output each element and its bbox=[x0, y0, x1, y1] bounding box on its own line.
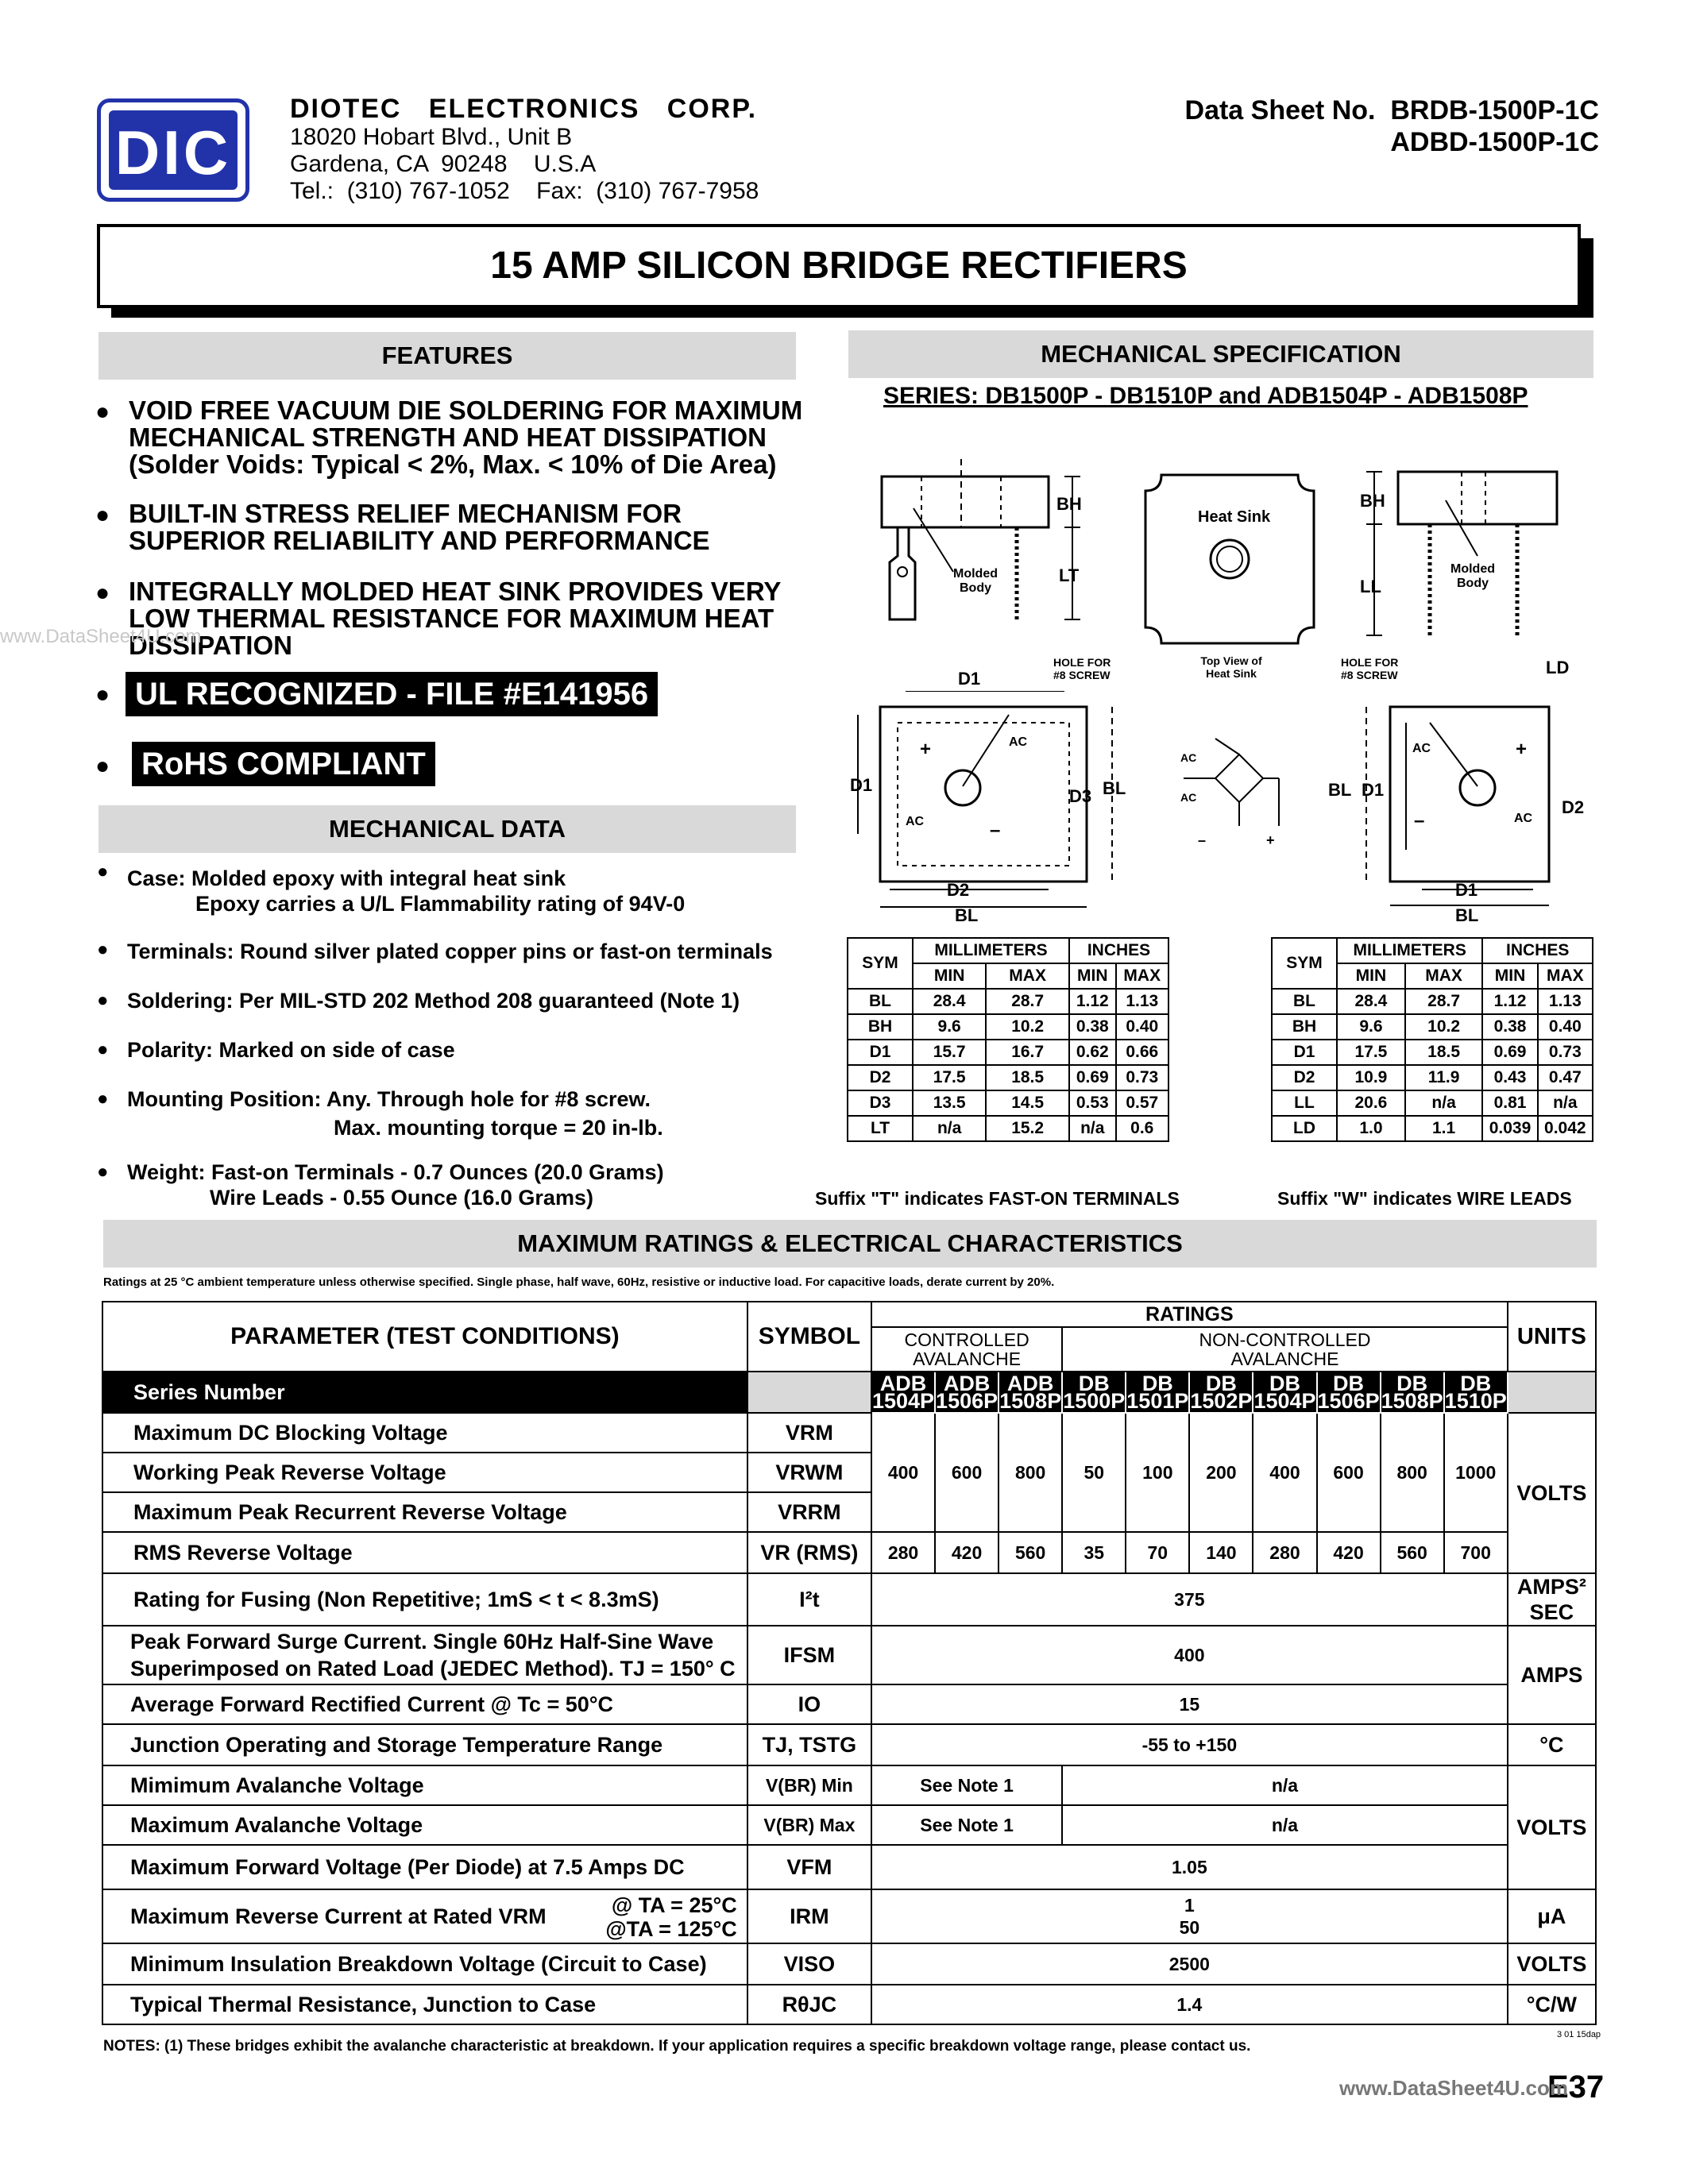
param-temp-range: Junction Operating and Storage Temperature Range bbox=[102, 1724, 747, 1765]
company-logo bbox=[97, 98, 249, 202]
dimension-value: 10.2 bbox=[1405, 1014, 1482, 1040]
header-controlled: CONTROLLED AVALANCHE bbox=[871, 1327, 1062, 1372]
voltage-value: 800 bbox=[1381, 1413, 1444, 1532]
hole-note-w: HOLE FOR #8 SCREW bbox=[1341, 656, 1399, 681]
table-row bbox=[848, 1014, 1168, 1040]
dimension-value: n/a bbox=[913, 1116, 986, 1141]
ac-label-t2: AC bbox=[906, 815, 925, 828]
symbol-viso: VISO bbox=[747, 1943, 871, 1985]
schematic-ac-1: AC bbox=[1180, 751, 1197, 764]
dimension-symbol: D2 bbox=[1272, 1065, 1337, 1090]
value-min-avalanche-note: See Note 1 bbox=[871, 1765, 1062, 1805]
rms-value: 700 bbox=[1444, 1532, 1508, 1573]
dimension-table-wire-body bbox=[1272, 989, 1593, 1141]
param-fusing: Rating for Fusing (Non Repetitive; 1mS < t < 8.3mS) bbox=[102, 1573, 747, 1626]
dim-label-d1-w-bottom: D1 bbox=[1455, 880, 1478, 900]
param-thermal-resistance: Typical Thermal Resistance, Junction to Case bbox=[102, 1985, 747, 2024]
dimension-symbol: BL bbox=[1272, 989, 1337, 1014]
symbol-io: IO bbox=[747, 1684, 871, 1724]
mech-weight-faston: Weight: Fast-on Terminals - 0.7 Ounces (20.0 Grams) bbox=[127, 1160, 664, 1184]
table-header-mm: MILLIMETERS bbox=[913, 938, 1069, 963]
table-header-max: MAX bbox=[1538, 963, 1593, 989]
table-row bbox=[1272, 1040, 1593, 1065]
series-number-cell: DB 1510P bbox=[1444, 1372, 1507, 1413]
dim-label-bl-w-bottom: BL bbox=[1455, 905, 1479, 925]
dimension-value: 28.7 bbox=[1405, 989, 1482, 1014]
table-row bbox=[1272, 1065, 1593, 1090]
value-fusing: 375 bbox=[871, 1573, 1508, 1626]
dimension-value: 0.81 bbox=[1482, 1090, 1537, 1116]
molded-body-label: Molded Body bbox=[953, 567, 998, 595]
table-header-inches: INCHES bbox=[1069, 938, 1168, 963]
dimension-value: 16.7 bbox=[986, 1040, 1069, 1065]
value-forward-voltage: 1.05 bbox=[871, 1845, 1508, 1889]
bullet-icon: ● bbox=[97, 990, 109, 1011]
series-number-label: Series Number bbox=[102, 1372, 747, 1413]
units-volts-iso: VOLTS bbox=[1508, 1943, 1596, 1985]
table-row bbox=[1272, 989, 1593, 1014]
dimension-symbol: BH bbox=[848, 1014, 913, 1040]
ac-label-w2: AC bbox=[1514, 812, 1533, 825]
dimension-symbol: D2 bbox=[848, 1065, 913, 1090]
series-number-cell: DB 1506P bbox=[1317, 1372, 1380, 1413]
dimension-value: 0.40 bbox=[1538, 1014, 1593, 1040]
rms-value: 560 bbox=[999, 1532, 1062, 1573]
table-row bbox=[848, 1065, 1168, 1090]
dimension-value: 11.9 bbox=[1405, 1065, 1482, 1090]
voltage-value: 600 bbox=[1317, 1413, 1381, 1532]
rms-value: 70 bbox=[1126, 1532, 1189, 1573]
symbol-vrm: VRM bbox=[747, 1413, 871, 1453]
dim-label-d3: D3 bbox=[1069, 786, 1092, 806]
heat-sink-label: Heat Sink bbox=[1198, 508, 1271, 526]
dimension-table-wire bbox=[1271, 937, 1593, 1142]
dim-label-d1-left: D1 bbox=[850, 775, 873, 795]
voltage-value: 50 bbox=[1062, 1413, 1126, 1532]
header-symbol: SYMBOL bbox=[747, 1302, 871, 1372]
bullet-icon: ● bbox=[95, 502, 110, 528]
suffix-t-caption: Suffix "T" indicates FAST-ON TERMINALS bbox=[815, 1188, 1180, 1209]
table-row bbox=[848, 1116, 1168, 1141]
ratings-heading: MAXIMUM RATINGS & ELECTRICAL CHARACTERISTICS bbox=[103, 1220, 1597, 1268]
schematic-plus: + bbox=[1266, 832, 1275, 848]
logo-text: DIC bbox=[114, 118, 232, 187]
param-insulation: Minimum Insulation Breakdown Voltage (Circuit to Case) bbox=[102, 1943, 747, 1985]
reverse-current-conditions: @ TA = 25°C @TA = 125°C bbox=[605, 1893, 737, 1941]
table-header-max: MAX bbox=[1405, 963, 1482, 989]
series-number-cell: ADB 1504P bbox=[871, 1372, 935, 1413]
page-title: 15 AMP SILICON BRIDGE RECTIFIERS bbox=[97, 224, 1581, 308]
param-peak-recurrent: Maximum Peak Recurrent Reverse Voltage bbox=[102, 1492, 747, 1532]
value-surge: 400 bbox=[871, 1626, 1508, 1684]
mech-case: Case: Molded epoxy with integral heat sink bbox=[127, 866, 566, 890]
rms-value: 420 bbox=[935, 1532, 999, 1573]
dimension-symbol: D3 bbox=[848, 1090, 913, 1116]
table-header-max: MAX bbox=[986, 963, 1069, 989]
dim-label-d1-top: D1 bbox=[958, 669, 981, 689]
rms-value: 140 bbox=[1189, 1532, 1253, 1573]
dimension-value: 0.039 bbox=[1482, 1116, 1537, 1141]
dimension-value: n/a bbox=[1405, 1090, 1482, 1116]
series-number-cell: DB 1501P bbox=[1126, 1372, 1189, 1413]
footer-notes: NOTES: (1) These bridges exhibit the avalanche characteristic at breakdown. If your application requires a specific breakdown voltage range, please contact us. bbox=[103, 2038, 1251, 2055]
dim-label-lt: LT bbox=[1059, 565, 1080, 585]
dimension-value: 20.6 bbox=[1337, 1090, 1405, 1116]
dimension-value: 28.4 bbox=[913, 989, 986, 1014]
dimension-value: 1.1 bbox=[1405, 1116, 1482, 1141]
dimension-value: 0.38 bbox=[1482, 1014, 1537, 1040]
dimension-value: 1.0 bbox=[1337, 1116, 1405, 1141]
dimension-table-faston bbox=[847, 937, 1169, 1142]
footer-watermark: www.DataSheet4U.com bbox=[1339, 2076, 1569, 2100]
symbol-tj-tstg: TJ, TSTG bbox=[747, 1724, 871, 1765]
dimension-value: 1.12 bbox=[1069, 989, 1116, 1014]
series-number-row bbox=[102, 1372, 1596, 1413]
series-number-cell: ADB 1506P bbox=[936, 1372, 999, 1413]
dimension-value: 0.47 bbox=[1538, 1065, 1593, 1090]
value-max-avalanche-note: See Note 1 bbox=[871, 1805, 1062, 1845]
dimension-value: 17.5 bbox=[1337, 1040, 1405, 1065]
suffix-w-caption: Suffix "W" indicates WIRE LEADS bbox=[1277, 1188, 1572, 1209]
watermark-text: www.DataSheet4U.com bbox=[0, 626, 202, 647]
value-min-avalanche: n/a bbox=[1062, 1765, 1508, 1805]
side-view-wire-drawing bbox=[1350, 461, 1589, 643]
address-line-1: 18020 Hobart Blvd., Unit B bbox=[290, 124, 573, 150]
dimension-value: 28.4 bbox=[1337, 989, 1405, 1014]
dimension-value: 1.13 bbox=[1538, 989, 1593, 1014]
bullet-icon: ● bbox=[97, 1161, 109, 1183]
dim-label-bl-t: BL bbox=[1103, 778, 1126, 798]
minus-label-w: – bbox=[1414, 810, 1425, 832]
ac-label-t1: AC bbox=[1009, 735, 1028, 749]
dimension-value: 15.2 bbox=[986, 1116, 1069, 1141]
param-max-avalanche: Maximum Avalanche Voltage bbox=[102, 1805, 747, 1845]
units-celsius: °C bbox=[1508, 1724, 1596, 1765]
voltage-value: 600 bbox=[935, 1413, 999, 1532]
ul-recognized-badge: UL RECOGNIZED - FILE #E141956 bbox=[126, 672, 658, 716]
value-max-avalanche: n/a bbox=[1062, 1805, 1508, 1845]
mech-torque: Max. mounting torque = 20 in-lb. bbox=[334, 1116, 663, 1140]
address-line-2: Gardena, CA 90248 U.S.A bbox=[290, 151, 597, 177]
mechanical-data-heading: MECHANICAL DATA bbox=[98, 805, 796, 853]
symbol-irm: IRM bbox=[747, 1889, 871, 1943]
voltage-value: 400 bbox=[871, 1413, 935, 1532]
table-row bbox=[848, 989, 1168, 1014]
dimension-symbol: LL bbox=[1272, 1090, 1337, 1116]
dim-label-bl-t-bottom: BL bbox=[955, 905, 979, 925]
dimension-value: 10.9 bbox=[1337, 1065, 1405, 1090]
symbol-rthjc: RθJC bbox=[747, 1985, 871, 2024]
dimension-value: 18.5 bbox=[986, 1065, 1069, 1090]
mech-weight-wire: Wire Leads - 0.55 Ounce (16.0 Grams) bbox=[210, 1186, 593, 1210]
voltage-value: 100 bbox=[1126, 1413, 1189, 1532]
header-noncontrolled: NON-CONTROLLED AVALANCHE bbox=[1062, 1327, 1508, 1372]
bullet-icon: ● bbox=[97, 1039, 109, 1060]
rms-value: 35 bbox=[1062, 1532, 1126, 1573]
dimension-value: 0.40 bbox=[1116, 1014, 1168, 1040]
table-row bbox=[848, 1090, 1168, 1116]
top-view-caption: Top View of Heat Sink bbox=[1200, 654, 1262, 680]
dimension-value: 0.73 bbox=[1116, 1065, 1168, 1090]
value-reverse-current: 1 50 bbox=[871, 1889, 1508, 1943]
mech-epoxy: Epoxy carries a U/L Flammability rating of 94V-0 bbox=[195, 892, 686, 916]
table-header-sym: SYM bbox=[848, 938, 913, 989]
units-c-per-w: °C/W bbox=[1508, 1985, 1596, 2024]
datasheet-number: Data Sheet No. BRDB-1500P-1C bbox=[1184, 95, 1599, 125]
table-header-min: MIN bbox=[913, 963, 986, 989]
dimension-value: 1.13 bbox=[1116, 989, 1168, 1014]
dimension-value: 0.66 bbox=[1116, 1040, 1168, 1065]
plus-label-w: + bbox=[1516, 739, 1528, 760]
dimension-value: 13.5 bbox=[913, 1090, 986, 1116]
table-header-inches: INCHES bbox=[1482, 938, 1593, 963]
bullet-icon: ● bbox=[95, 580, 110, 606]
dim-label-ld: LD bbox=[1546, 658, 1570, 677]
units-amps: AMPS bbox=[1508, 1626, 1596, 1724]
header-parameter: PARAMETER (TEST CONDITIONS) bbox=[102, 1302, 747, 1372]
datasheet-number-alt: ADBD-1500P-1C bbox=[1390, 127, 1599, 157]
dimension-value: 9.6 bbox=[913, 1014, 986, 1040]
table-header-sym: SYM bbox=[1272, 938, 1337, 989]
heat-sink-top-view-drawing bbox=[1144, 473, 1315, 648]
dimension-value: 0.62 bbox=[1069, 1040, 1116, 1065]
table-header-mm: MILLIMETERS bbox=[1337, 938, 1482, 963]
dimension-value: 0.43 bbox=[1482, 1065, 1537, 1090]
rms-value: 280 bbox=[1253, 1532, 1316, 1573]
symbol-vbr-min: V(BR) Min bbox=[747, 1765, 871, 1805]
dim-label-d2-t: D2 bbox=[947, 880, 970, 900]
bullet-icon: ● bbox=[97, 939, 109, 960]
value-thermal-resistance: 1.4 bbox=[871, 1985, 1508, 2024]
dimension-value: 0.57 bbox=[1116, 1090, 1168, 1116]
schematic-ac-2: AC bbox=[1180, 791, 1197, 804]
header-ratings: RATINGS bbox=[871, 1302, 1508, 1327]
bullet-icon: ● bbox=[95, 399, 110, 425]
side-view-faston-drawing bbox=[866, 453, 1112, 643]
table-header-min: MIN bbox=[1069, 963, 1116, 989]
value-temp-range: -55 to +150 bbox=[871, 1724, 1508, 1765]
param-rms: RMS Reverse Voltage bbox=[102, 1532, 747, 1573]
page-number: E37 bbox=[1547, 2070, 1605, 2105]
bullet-icon: ● bbox=[95, 681, 110, 708]
dim-label-bh: BH bbox=[1056, 494, 1082, 514]
rms-value: 560 bbox=[1381, 1532, 1444, 1573]
bullet-icon: ● bbox=[97, 1088, 109, 1109]
dimension-symbol: BH bbox=[1272, 1014, 1337, 1040]
dimension-value: 0.69 bbox=[1482, 1040, 1537, 1065]
rms-row bbox=[102, 1532, 1596, 1573]
plus-label-t: + bbox=[920, 739, 932, 760]
units-volts: VOLTS bbox=[1508, 1413, 1596, 1573]
dimension-symbol: BL bbox=[848, 989, 913, 1014]
rms-value: 280 bbox=[871, 1532, 935, 1573]
dimension-value: 9.6 bbox=[1337, 1014, 1405, 1040]
mech-terminals: Terminals: Round silver plated copper pins or fast-on terminals bbox=[127, 940, 773, 963]
table-row bbox=[1272, 1014, 1593, 1040]
table-row bbox=[848, 1040, 1168, 1065]
phone-fax: Tel.: (310) 767-1052 Fax: (310) 767-7958 bbox=[290, 178, 759, 204]
param-forward-voltage: Maximum Forward Voltage (Per Diode) at 7.5 Amps DC bbox=[102, 1845, 747, 1889]
units-volts-avalanche: VOLTS bbox=[1508, 1765, 1596, 1889]
symbol-vrwm: VRWM bbox=[747, 1453, 871, 1492]
company-name: DIOTEC ELECTRONICS CORP. bbox=[290, 94, 758, 124]
table-header-min: MIN bbox=[1482, 963, 1537, 989]
series-number-cell: DB 1508P bbox=[1381, 1372, 1443, 1413]
dim-label-bh-w: BH bbox=[1360, 491, 1385, 511]
param-avg-current: Average Forward Rectified Current @ Tc = 50°C bbox=[102, 1684, 747, 1724]
symbol-vbr-max: V(BR) Max bbox=[747, 1805, 871, 1845]
param-min-avalanche: Mimimum Avalanche Voltage bbox=[102, 1765, 747, 1805]
header-units: UNITS bbox=[1508, 1302, 1596, 1372]
mech-mounting: Mounting Position: Any. Through hole for #8 screw. bbox=[127, 1087, 651, 1111]
hole-note-t: HOLE FOR #8 SCREW bbox=[1053, 656, 1111, 681]
dimension-value: 0.6 bbox=[1116, 1116, 1168, 1141]
series-number-cell: ADB 1508P bbox=[999, 1372, 1062, 1413]
footer-code: 3 01 15dap bbox=[1557, 2030, 1601, 2039]
dimension-symbol: D1 bbox=[848, 1040, 913, 1065]
dimension-value: 18.5 bbox=[1405, 1040, 1482, 1065]
ac-label-w1: AC bbox=[1412, 742, 1431, 755]
mech-spec-heading: MECHANICAL SPECIFICATION bbox=[848, 330, 1593, 378]
voltage-value: 400 bbox=[1253, 1413, 1316, 1532]
param-surge: Peak Forward Surge Current. Single 60Hz Half-Sine Wave Superimposed on Rated Load (JEDEC Method). TJ = 150° C bbox=[102, 1626, 747, 1684]
ratings-table bbox=[102, 1301, 1597, 2025]
mech-soldering: Soldering: Per MIL-STD 202 Method 208 guaranteed (Note 1) bbox=[127, 989, 740, 1013]
series-number-cell: DB 1504P bbox=[1253, 1372, 1316, 1413]
dimension-value: 15.7 bbox=[913, 1040, 986, 1065]
table-row bbox=[1272, 1116, 1593, 1141]
rms-value: 420 bbox=[1317, 1532, 1381, 1573]
dim-label-d2-w: D2 bbox=[1562, 797, 1585, 817]
dimension-value: n/a bbox=[1069, 1116, 1116, 1141]
units-amps2-sec: AMPS² SEC bbox=[1508, 1573, 1596, 1626]
symbol-ifsm: IFSM bbox=[747, 1626, 871, 1684]
symbol-i2t: I²t bbox=[747, 1573, 871, 1626]
mech-polarity: Polarity: Marked on side of case bbox=[127, 1038, 455, 1062]
value-avg-current: 15 bbox=[871, 1684, 1508, 1724]
table-header-min: MIN bbox=[1337, 963, 1405, 989]
feature-item-3: INTEGRALLY MOLDED HEAT SINK PROVIDES VERY LOW THERMAL RESISTANCE FOR MAXIMUM HEAT DISSIPATION bbox=[129, 577, 782, 660]
ratings-conditions: Ratings at 25 °C ambient temperature unless otherwise specified. Single phase, half wave, 60Hz, resistive or inductive load. For capacitive loads, derate current by 20%. bbox=[103, 1275, 1055, 1289]
dimension-table-faston-body bbox=[848, 989, 1168, 1141]
feature-item-1: VOID FREE VACUUM DIE SOLDERING FOR MAXIMUM MECHANICAL STRENGTH AND HEAT DISSIPATION (Solder Voids: Typical < 2%, Max. < 10% of Die Area) bbox=[129, 396, 803, 479]
molded-body-label-w: Molded Body bbox=[1450, 562, 1495, 590]
dimension-value: 10.2 bbox=[986, 1014, 1069, 1040]
voltage-value: 1000 bbox=[1444, 1413, 1508, 1532]
dimension-value: 14.5 bbox=[986, 1090, 1069, 1116]
dimension-value: n/a bbox=[1538, 1090, 1593, 1116]
dimension-value: 0.73 bbox=[1538, 1040, 1593, 1065]
units-microamps: μA bbox=[1508, 1889, 1596, 1943]
value-insulation: 2500 bbox=[871, 1943, 1508, 1985]
dimension-symbol: LD bbox=[1272, 1116, 1337, 1141]
param-reverse-current: Maximum Reverse Current at Rated VRM @ TA = 25°C @TA = 125°C bbox=[102, 1889, 747, 1943]
dimension-value: 17.5 bbox=[913, 1065, 986, 1090]
dimension-value: 0.69 bbox=[1069, 1065, 1116, 1090]
dimension-value: 0.53 bbox=[1069, 1090, 1116, 1116]
dim-label-ll: LL bbox=[1360, 577, 1381, 596]
param-dc-blocking: Maximum DC Blocking Voltage bbox=[102, 1413, 747, 1453]
series-number-cell: DB 1502P bbox=[1190, 1372, 1253, 1413]
minus-label-t: – bbox=[990, 820, 1001, 841]
bullet-icon: ● bbox=[97, 861, 109, 882]
param-working-peak: Working Peak Reverse Voltage bbox=[102, 1453, 747, 1492]
symbol-vrrm: VRRM bbox=[747, 1492, 871, 1532]
rohs-badge: RoHS COMPLIANT bbox=[132, 742, 435, 786]
dimension-value: 28.7 bbox=[986, 989, 1069, 1014]
features-heading: FEATURES bbox=[98, 332, 796, 380]
dimension-value: 0.38 bbox=[1069, 1014, 1116, 1040]
voltage-value: 200 bbox=[1189, 1413, 1253, 1532]
table-header-max: MAX bbox=[1116, 963, 1168, 989]
bullet-icon: ● bbox=[95, 753, 110, 779]
series-title: SERIES: DB1500P - DB1510P and ADB1504P - ADB1508P bbox=[883, 383, 1528, 409]
dimension-value: 0.042 bbox=[1538, 1116, 1593, 1141]
dimension-symbol: LT bbox=[848, 1116, 913, 1141]
series-number-cell: DB 1500P bbox=[1063, 1372, 1126, 1413]
symbol-vr-rms: VR (RMS) bbox=[747, 1532, 871, 1573]
dim-label-d1-w: D1 bbox=[1362, 780, 1385, 800]
feature-item-2: BUILT-IN STRESS RELIEF MECHANISM FOR SUPERIOR RELIABILITY AND PERFORMANCE bbox=[129, 499, 710, 555]
dimension-value: 1.12 bbox=[1482, 989, 1537, 1014]
dim-label-bl-w: BL bbox=[1328, 780, 1352, 800]
symbol-vfm: VFM bbox=[747, 1845, 871, 1889]
dimension-symbol: D1 bbox=[1272, 1040, 1337, 1065]
voltage-value: 800 bbox=[999, 1413, 1062, 1532]
schematic-minus: – bbox=[1198, 832, 1207, 848]
table-row bbox=[1272, 1090, 1593, 1116]
